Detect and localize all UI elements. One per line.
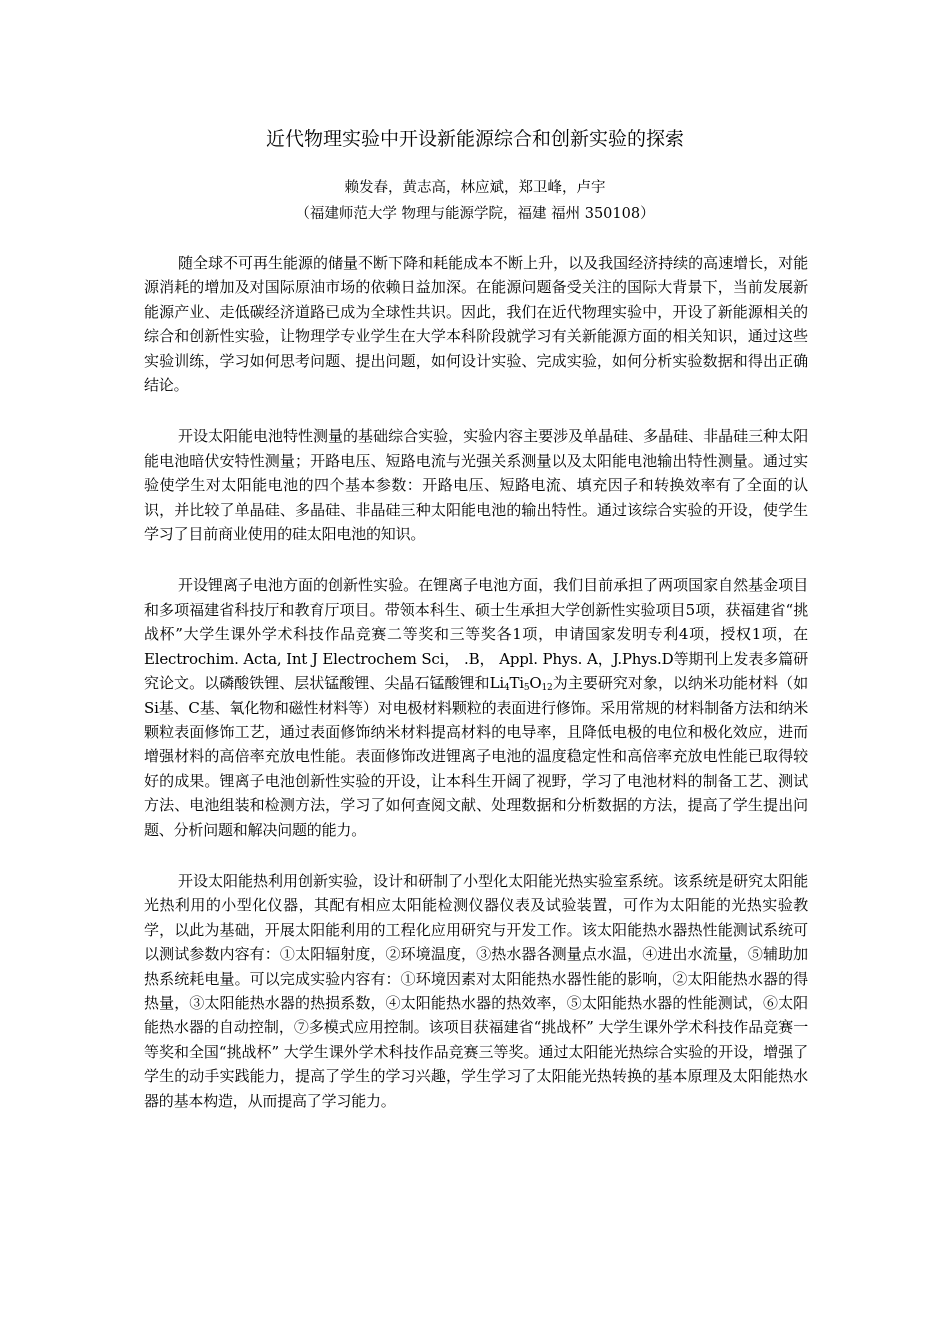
formula-subscript: 4 [503,683,510,694]
formula-element: O [529,674,542,693]
paragraph-solar-cell: 开设太阳能电池特性测量的基础综合实验，实验内容主要涉及单晶硅、多晶硅、非晶硅三种太阳能电池暗伏安特性测量；开路电压、短路电流与光强关系测量以及太阳能电池输出特性测量。通过实验使学生对太阳能电池的四个基本参数：开路电压、短路电流、填充因子和转换效率有了全面的认识，并比较了单晶硅、多晶硅、非晶硅三种太阳能电池的输出特性。通过该综合实验的开设，使学生学习了目前商业使用的硅太阳电池的知识。 [144,427,808,544]
formula-element: Ti [509,674,524,693]
chemical-formula [490,674,553,692]
author-list: 赖发春，黄志高，林应斌，郑卫峰，卢宇 [344,180,606,196]
document-title: 近代物理实验中开设新能源综合和创新实验的探索 [265,128,684,150]
formula-subscript: 5 [523,683,530,694]
paragraph-solar-thermal: 开设太阳能热利用创新实验，设计和研制了小型化太阳能光热实验室系统。该系统是研究太阳能光热利用的小型化仪器，其配有相应太阳能检测仪器仪表及试验装置，可作为太阳能的光热实验教学，以此为基础，开展太阳能利用的工程化应用研究与开发工作。该太阳能热水器热性能测试系统可以测试参数内容有：①太阳辐射度，②环境温度，③热水器各测量点水温，④进出水流量，⑤辅助加热系统耗电量。可以完成实验内容有：①环境因素对太阳能热水器性能的影响，②太阳能热水器的得热量，③太阳能热水器的热损系数，④太阳能热水器的热效率，⑤太阳能热水器的性能测试，⑥太阳能热水器的自动控制，⑦多模式应用控制。该项目获福建省“挑战杯” 大学生课外学术科技作品竞赛一等奖和全国“挑战杯” 大学生课外学术科技作品竞赛三等奖。通过太阳能光热综合实验的开设，增强了学生的动手实践能力，提高了学生的学习兴趣，学生学习了太阳能光热转换的基本原理及太阳能热水器的基本构造，从而提高了学习能力。 [144,871,808,1110]
formula-element: Li [489,674,504,693]
paragraph-lithium-battery [144,573,808,841]
affiliation: （福建师范大学 物理与能源学院，福建 福州 350108） [295,206,655,222]
document-body [144,251,808,1140]
paragraph-text: 为主要研究对象，以纳米功能材料（如Si基、C基、氧化物和磁性材料等）对电极材料颗粒的表面进行修饰。采用常规的材料制备方法和纳米颗粒表面修饰工艺，通过表面修饰纳米材料提高材料的电导率，且降低电极的电位和极化效应，进而增强材料的高倍率充放电性能。表面修饰改进锂离子电池的温度稳定性和高倍率充放电性能已取得较好的成果。锂离子电池创新性实验的开设，让本科生开阔了视野，学习了电池材料的制备工艺、测试方法、电池组装和检测方法，学习了如何查阅文献、处理数据和分析数据的方法，提高了学生提出问题、分析问题和解决问题的能力。 [144,674,808,839]
paragraph-text: 开设锂离子电池方面的创新性实验。在锂离子电池方面，我们目前承担了两项国家自然基金项目和多项福建省科技厅和教育厅项目。带领本科生、硕士生承担大学创新性实验项目5项，获福建省“挑战杯”大学生课外学术科技作品竞赛二等奖和三等奖各1项，申请国家发明专利4项，授权1项，在Electrochim. Acta, Int J Electrochem Sci， .B， Appl. Phys. A，J.Phys.D等期刊上发表多篇研究论文。以磷酸铁锂、层状锰酸锂、尖晶石锰酸锂和 [144,576,808,693]
formula-subscript: 12 [541,683,553,694]
paragraph-intro: 随全球不可再生能源的储量不断下降和耗能成本不断上升，以及我国经济持续的高速增长，对能源消耗的增加及对国际原油市场的依赖日益加深。在能源问题备受关注的国际大背景下，当前发展新能源产业、走低碳经济道路已成为全球性共识。因此，我们在近代物理实验中，开设了新能源相关的综合和创新性实验，让物理学专业学生在大学本科阶段就学习有关新能源方面的相关知识，通过这些实验训练，学习如何思考问题、提出问题，如何设计实验、完成实验，如何分析实验数据和得出正确结论。 [144,254,808,395]
